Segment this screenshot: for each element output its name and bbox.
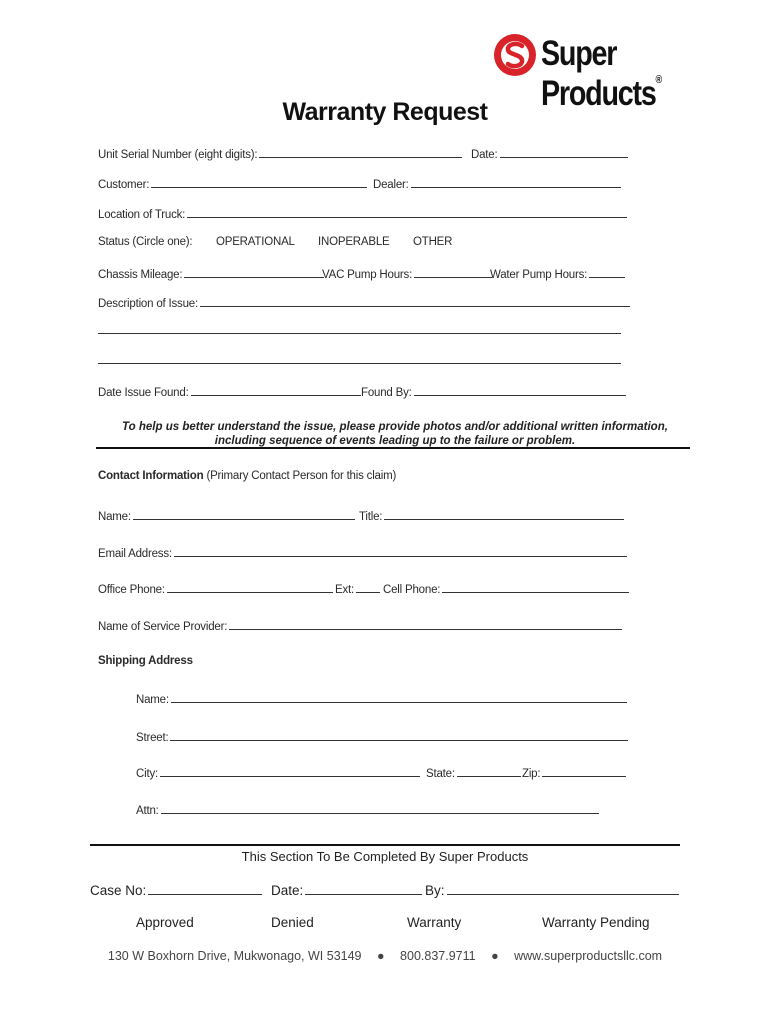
shipping-name-label: Name:: [136, 694, 169, 706]
ext-row: [335, 581, 380, 596]
chassis-field[interactable]: [184, 266, 324, 278]
water-field[interactable]: [589, 266, 625, 278]
chassis-label: Chassis Mileage:: [98, 269, 183, 281]
case-no-label: Case No:: [90, 883, 147, 898]
vac-label: VAC Pump Hours:: [322, 269, 413, 281]
contact-name-row: [98, 508, 355, 523]
date-found-row: [98, 384, 361, 399]
shipping-name-row: [136, 691, 627, 706]
shipping-name-field[interactable]: [171, 691, 627, 703]
page-title: Warranty Request: [282, 98, 488, 126]
shipping-state-label: State:: [426, 768, 455, 780]
status-label: Status (Circle one):: [98, 236, 193, 248]
office-by-field[interactable]: [447, 882, 679, 895]
service-provider-label: Name of Service Provider:: [98, 621, 228, 633]
vac-row: [322, 266, 492, 281]
location-row: [98, 206, 627, 221]
customer-field[interactable]: [151, 176, 367, 188]
contact-subheading: (Primary Contact Person for this claim): [206, 470, 397, 482]
office-option-warranty[interactable]: Warranty: [407, 915, 462, 930]
cell-phone-label: Cell Phone:: [383, 584, 441, 596]
instruction-note: To help us better understand the issue, please provide photos and/or additional written information, including sequence of events leading up to the failure or problem.: [122, 421, 668, 447]
footer-separator-icon: ●: [491, 949, 499, 963]
office-by-row: [425, 882, 679, 898]
found-by-field[interactable]: [414, 384, 626, 396]
shipping-city-field[interactable]: [160, 765, 420, 777]
company-logo: [493, 30, 753, 113]
shipping-street-label: Street:: [136, 732, 169, 744]
service-provider-field[interactable]: [229, 618, 622, 630]
date-label: Date:: [471, 149, 498, 161]
footer-phone: 800.837.9711: [400, 949, 476, 963]
shipping-attn-field[interactable]: [161, 802, 599, 814]
ext-label: Ext:: [335, 584, 355, 596]
shipping-street-row: [136, 729, 628, 744]
cell-phone-row: [383, 581, 629, 596]
office-option-approved[interactable]: Approved: [136, 915, 194, 930]
office-phone-row: [98, 581, 333, 596]
office-phone-label: Office Phone:: [98, 584, 165, 596]
contact-title-field[interactable]: [384, 508, 624, 520]
office-date-label: Date:: [271, 883, 304, 898]
status-option-other[interactable]: OTHER: [413, 236, 453, 248]
serial-field[interactable]: [259, 146, 462, 158]
shipping-zip-row: [522, 765, 626, 780]
customer-row: [98, 176, 367, 191]
description-label: Description of Issue:: [98, 298, 198, 310]
description-line-3[interactable]: [98, 363, 621, 364]
case-no-row: [90, 882, 262, 898]
office-section-divider: [90, 844, 680, 846]
date-field[interactable]: [500, 146, 628, 158]
ext-field[interactable]: [356, 581, 380, 593]
water-label: Water Pump Hours:: [490, 269, 588, 281]
footer-website: www.superproductsllc.com: [514, 949, 663, 963]
case-no-field[interactable]: [148, 882, 262, 895]
office-option-denied[interactable]: Denied: [271, 915, 314, 930]
email-row: [98, 545, 627, 560]
date-row: [471, 146, 628, 161]
contact-title-label: Title:: [359, 511, 383, 523]
location-field[interactable]: [187, 206, 627, 218]
footer-address: 130 W Boxhorn Drive, Mukwonago, WI 53149: [107, 949, 362, 963]
shipping-city-row: [136, 765, 420, 780]
status-option-operational[interactable]: OPERATIONAL: [216, 236, 295, 248]
customer-label: Customer:: [98, 179, 150, 191]
location-label: Location of Truck:: [98, 209, 186, 221]
contact-title-row: [359, 508, 624, 523]
contact-heading: Contact Information: [98, 470, 204, 482]
dealer-row: [373, 176, 621, 191]
office-by-label: By:: [425, 883, 445, 898]
shipping-attn-row: [136, 802, 599, 817]
super-products-logo-icon: [493, 33, 537, 77]
logo-wordmark: Super Products®: [541, 34, 661, 113]
contact-name-field[interactable]: [133, 508, 355, 520]
shipping-street-field[interactable]: [170, 729, 628, 741]
description-line-2[interactable]: [98, 333, 621, 334]
shipping-state-field[interactable]: [457, 765, 521, 777]
shipping-attn-label: Attn:: [136, 805, 159, 817]
vac-field[interactable]: [414, 266, 492, 278]
email-field[interactable]: [174, 545, 627, 557]
office-phone-field[interactable]: [167, 581, 333, 593]
office-section-heading: This Section To Be Completed By Super Products: [241, 849, 529, 864]
contact-name-label: Name:: [98, 511, 131, 523]
cell-phone-field[interactable]: [442, 581, 629, 593]
serial-label: Unit Serial Number (eight digits):: [98, 149, 258, 161]
description-row: [98, 295, 630, 310]
status-option-inoperable[interactable]: INOPERABLE: [318, 236, 390, 248]
shipping-zip-label: Zip:: [522, 768, 541, 780]
office-date-row: [271, 882, 422, 898]
dealer-field[interactable]: [411, 176, 621, 188]
found-by-label: Found By:: [361, 387, 412, 399]
shipping-city-label: City:: [136, 768, 159, 780]
found-by-row: [361, 384, 626, 399]
footer-separator-icon: ●: [377, 949, 385, 963]
water-row: [490, 266, 625, 281]
shipping-heading: Shipping Address: [98, 655, 193, 667]
date-found-label: Date Issue Found:: [98, 387, 189, 399]
chassis-row: [98, 266, 324, 281]
service-provider-row: [98, 618, 622, 633]
section-divider: [96, 447, 690, 449]
footer: [0, 949, 770, 963]
office-date-field[interactable]: [305, 882, 422, 895]
email-label: Email Address:: [98, 548, 172, 560]
shipping-state-row: [426, 765, 521, 780]
date-found-field[interactable]: [191, 384, 361, 396]
serial-row: [98, 146, 462, 161]
shipping-zip-field[interactable]: [542, 765, 626, 777]
office-option-warranty-pending[interactable]: Warranty Pending: [542, 915, 650, 930]
description-field[interactable]: [200, 295, 630, 307]
dealer-label: Dealer:: [373, 179, 409, 191]
contact-heading-row: [98, 470, 396, 482]
